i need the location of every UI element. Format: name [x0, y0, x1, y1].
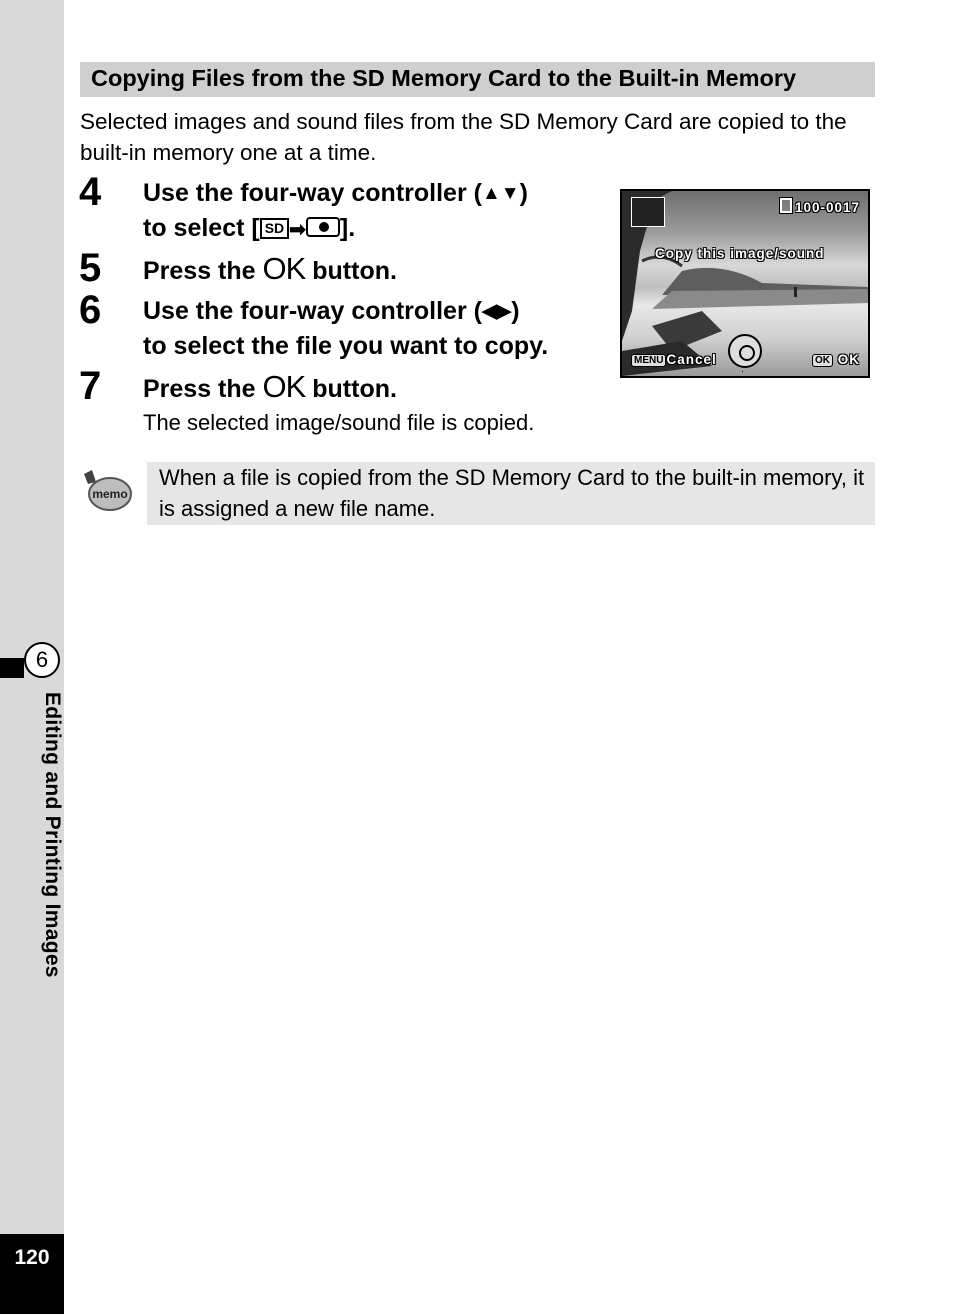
step-4-text: [143, 176, 528, 247]
step-6-number: 6: [79, 288, 102, 332]
ok-button-icon: OK: [262, 369, 306, 404]
sd-card-icon: SD: [260, 218, 289, 239]
right-arrow-icon: ➡: [289, 219, 306, 241]
ok-button[interactable]: [812, 352, 860, 367]
step-6-line1: Use the four-way controller (: [143, 297, 482, 325]
chapter-title: Editing and Printing Images: [41, 692, 64, 978]
ok-tag: OK: [812, 354, 833, 367]
page-number: 120: [0, 1234, 64, 1314]
step-4-line2: to select [: [143, 214, 260, 242]
step-7-number: 7: [79, 364, 102, 408]
step-5-number: 5: [79, 246, 102, 290]
step-4-line2-end: ].: [339, 214, 356, 242]
step-result: The selected image/sound file is copied.: [143, 410, 535, 435]
file-number: [780, 198, 860, 215]
file-number-text: 100-0017: [795, 200, 861, 215]
step-4-line1: Use the four-way controller (: [143, 179, 482, 207]
svg-text:memo: memo: [92, 487, 128, 501]
intro-paragraph: Selected images and sound files from the SD Memory Card are copied to the built-in memory one at a time.: [80, 109, 847, 165]
step-6-line1-end: ): [511, 297, 520, 325]
camera-screen: [620, 189, 870, 378]
memory-card-icon: [780, 198, 792, 213]
step-7-post: button.: [305, 375, 397, 403]
step-5-post: button.: [305, 257, 397, 285]
step-5-text: [143, 252, 397, 288]
cancel-label: Cancel: [666, 352, 717, 367]
step-4-number: 4: [79, 170, 102, 214]
copy-mode-icon: [631, 197, 665, 227]
built-in-memory-icon: [306, 217, 340, 237]
left-right-arrows-icon: ◀▶: [481, 301, 512, 322]
copy-message: Copy this image/sound: [655, 246, 825, 261]
step-6-text: [143, 294, 548, 363]
step-6-line2: to select the file you want to copy.: [143, 332, 549, 360]
cancel-button[interactable]: [631, 352, 717, 367]
ok-button-icon: OK: [262, 251, 306, 286]
step-5-pre: Press the: [143, 257, 263, 285]
chapter-marker-line: [0, 658, 24, 678]
ok-label: OK: [837, 352, 861, 367]
memo-icon: [82, 468, 132, 512]
section-title: Copying Files from the SD Memory Card to the Built-in Memory: [80, 62, 875, 97]
memo-note: When a file is copied from the SD Memory Card to the built-in memory, it is assigned a new file name.: [147, 462, 875, 525]
up-down-arrows-icon: ▲▼: [481, 183, 520, 204]
step-4-line1-end: ): [519, 179, 528, 207]
menu-tag: MENU: [631, 354, 666, 367]
chapter-number: 6: [24, 642, 60, 678]
step-7-text: [143, 370, 397, 406]
step-7-pre: Press the: [143, 375, 263, 403]
four-way-controller-icon: [728, 334, 762, 368]
